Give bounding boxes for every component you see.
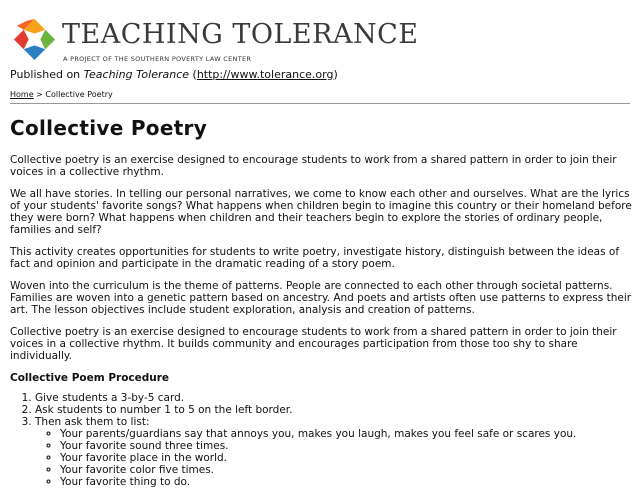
paragraph: This activity creates opportunities for students to write poetry, investigate history, distinguish between the ideas of fact and opinion and participate in the dramatic reading of a story poem.	[10, 246, 620, 270]
procedure-steps	[10, 392, 632, 488]
breadcrumb-separator: >	[33, 90, 46, 99]
published-url-link[interactable]: http://www.tolerance.org	[196, 68, 334, 81]
header-divider	[10, 103, 630, 104]
published-site: Teaching Tolerance	[83, 68, 190, 81]
article-body	[10, 154, 632, 488]
procedure-step-text: Then ask them to list:	[35, 416, 150, 428]
published-open: (	[189, 68, 197, 81]
paragraph: Woven into the curriculum is the theme of patterns. People are connected to each other through societal patterns. Families are woven into a genetic pattern based on ancestry. And poets and artists often use patterns to express their art. The lesson objectives include student exploration, analysis and creation of patterns.	[10, 280, 632, 316]
published-line	[10, 68, 338, 81]
published-prefix: Published on	[10, 68, 84, 81]
procedure-step: 1. Give students a 3-by-5 card.	[35, 392, 632, 404]
teaching-tolerance-logo-icon	[12, 17, 57, 62]
list-item: ◦ Your favorite thing to do.	[60, 476, 632, 488]
list-item: ◦ Your parents/guardians say that annoys you, makes you laugh, makes you feel safe or scares you.	[60, 428, 632, 440]
procedure-sub-list	[35, 428, 632, 488]
paragraph: Collective poetry is an exercise designed to encourage students to work from a shared pattern in order to join their voices in a collective rhythm.	[10, 154, 617, 178]
list-item: ◦ Your favorite color five times.	[60, 464, 632, 476]
page-title: Collective Poetry	[10, 116, 208, 140]
paragraph: Collective poetry is an exercise designed to encourage students to work from a shared pattern in order to join their voices in a collective rhythm. It builds community and encourages participation from those too shy to share individually.	[10, 326, 617, 362]
list-item: ◦ Your favorite sound three times.	[60, 440, 632, 452]
brand-tagline: A PROJECT OF THE SOUTHERN POVERTY LAW CENTER	[63, 55, 252, 63]
published-close: )	[333, 68, 338, 81]
procedure-step: 2. Ask students to number 1 to 5 on the left border.	[35, 404, 632, 416]
paragraph: We all have stories. In telling our personal narratives, we come to know each other and ourselves. What are the lyrics of your students' favorite songs? What happens when children begin to imagine this country or their homeland before they were born? What happens when children and their teachers begin to explore the stories of ordinary people, families and self?	[10, 188, 632, 236]
breadcrumb-home-link[interactable]: Home	[10, 90, 34, 99]
procedure-heading: Collective Poem Procedure	[10, 372, 170, 384]
procedure-step	[35, 416, 632, 488]
breadcrumb-current: Collective Poetry	[45, 90, 113, 99]
list-item: ◦ Your favorite place in the world.	[60, 452, 632, 464]
breadcrumb	[10, 90, 113, 99]
brand-title: TEACHING TOLERANCE	[62, 19, 419, 50]
